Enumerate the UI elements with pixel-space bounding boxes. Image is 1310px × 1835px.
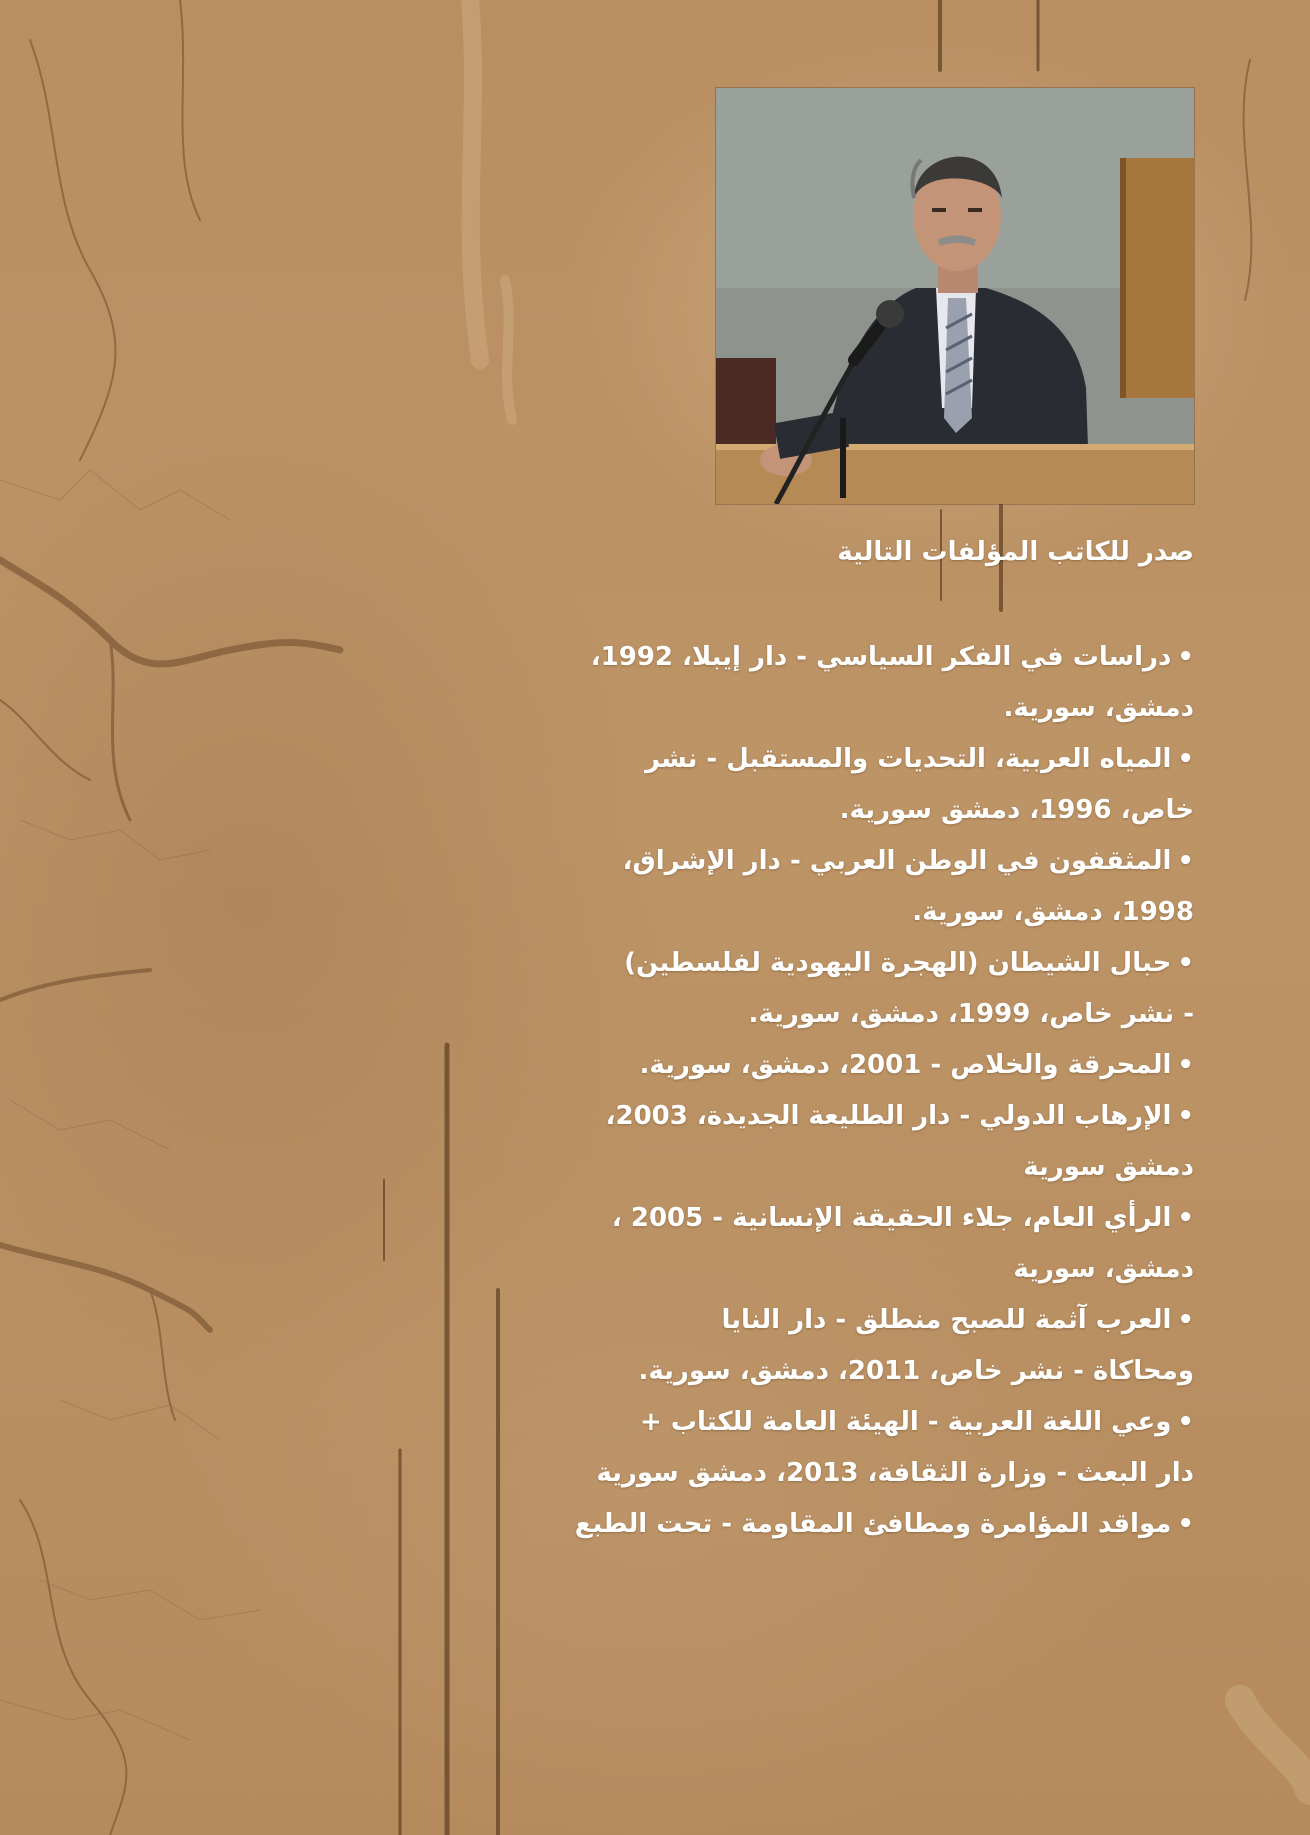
work-line: دمشق، سورية. (1003, 693, 1194, 723)
author-bibliography (434, 528, 1194, 1550)
work-line: ومحاكاة - نشر خاص، 2011، دمشق، سورية. (638, 1356, 1194, 1386)
bullet: • (1177, 1101, 1194, 1131)
work-line: دمشق، سورية (1013, 1254, 1194, 1284)
work-line: خاص، 1996، دمشق سورية. (839, 795, 1194, 825)
work-line: حبال الشيطان (الهجرة اليهودية لفلسطين) (624, 948, 1172, 978)
bullet: • (1177, 948, 1194, 978)
work-item (434, 632, 1194, 683)
work-line: الرأي العام، جلاء الحقيقة الإنسانية - 2005 ، (611, 1203, 1172, 1233)
work-item (434, 1295, 1194, 1346)
work-item (434, 1397, 1194, 1448)
work-item-continuation (434, 683, 1194, 734)
work-line: مواقد المؤامرة ومطافئ المقاومة - تحت الطبع (574, 1509, 1172, 1539)
work-line: المثقفون في الوطن العربي - دار الإشراق، (622, 846, 1172, 876)
work-item-continuation (434, 1448, 1194, 1499)
bullet: • (1177, 1203, 1194, 1233)
works-list (434, 632, 1194, 1550)
work-line: دار البعث - وزارة الثقافة، 2013، دمشق سورية (596, 1458, 1194, 1488)
bullet: • (1177, 846, 1194, 876)
work-item-continuation (434, 1142, 1194, 1193)
work-line: دمشق سورية (1023, 1152, 1194, 1182)
work-item-continuation (434, 989, 1194, 1040)
bullet: • (1177, 744, 1194, 774)
work-line: دراسات في الفكر السياسي - دار إيبلا، 1992، (590, 642, 1172, 672)
work-line: العرب آثمة للصبح منطلق - دار النايا (721, 1305, 1172, 1335)
work-item-continuation (434, 1346, 1194, 1397)
bullet: • (1177, 1407, 1194, 1437)
work-item (434, 734, 1194, 785)
work-item (434, 1091, 1194, 1142)
work-line: المياه العربية، التحديات والمستقبل - نشر (644, 744, 1172, 774)
work-line: - نشر خاص، 1999، دمشق، سورية. (748, 999, 1194, 1029)
work-item (434, 1193, 1194, 1244)
work-item-continuation (434, 887, 1194, 938)
author-photo (716, 88, 1194, 504)
bullet: • (1177, 1509, 1194, 1539)
work-line: 1998، دمشق، سورية. (912, 897, 1194, 927)
work-line: وعي اللغة العربية - الهيئة العامة للكتاب + (640, 1407, 1172, 1437)
work-item-continuation (434, 1244, 1194, 1295)
work-line: المحرقة والخلاص - 2001، دمشق، سورية. (639, 1050, 1172, 1080)
work-item (434, 938, 1194, 989)
bullet: • (1177, 642, 1194, 672)
work-item (434, 1499, 1194, 1550)
bullet: • (1177, 1305, 1194, 1335)
work-line: الإرهاب الدولي - دار الطليعة الجديدة، 2003، (605, 1101, 1172, 1131)
work-item (434, 836, 1194, 887)
author-portrait-icon (716, 88, 1194, 504)
bullet: • (1177, 1050, 1194, 1080)
bibliography-heading: صدر للكاتب المؤلفات التالية (837, 537, 1194, 567)
work-item-continuation (434, 785, 1194, 836)
work-item (434, 1040, 1194, 1091)
